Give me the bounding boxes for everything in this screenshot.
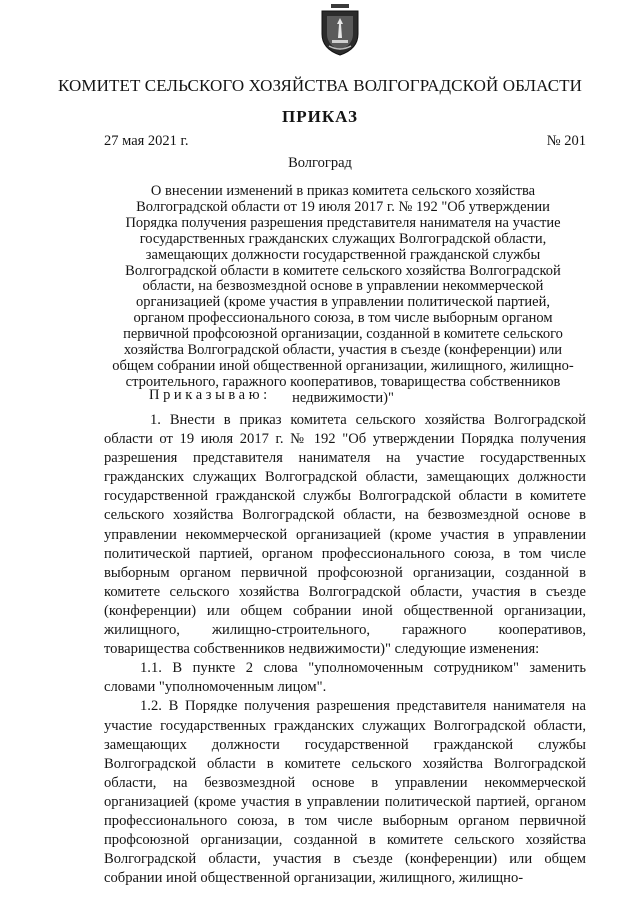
coat-of-arms-icon <box>319 4 361 56</box>
order-word: Приказываю: <box>149 387 271 403</box>
document-body <box>104 411 586 888</box>
document-date: 27 мая 2021 г. <box>104 133 189 149</box>
document-subject: О внесении изменений в приказ комитета сельского хозяйства Волгоградской области от 19 июля 2017 г. № 192 "Об утверждении Порядка получения разрешения представителя нанимателя на участие государственных гражданских служащих Волгоградской области, замещающих должности государственной гражданской службы Волгоградской области в комитете сельского хозяйства Волгоградской области, на безвозмездной основе в управлении некоммерческой организацией (кроме участия в управлении политической партией, органом профессионального союза, в том числе выборным органом первичной профсоюзной организации, созданной в комитете сельского хозяйства Волгоградской области, участия в съезде (конференции) или общем собрании иной общественной организации, жилищного, жилищно-строительного, гаражного кооперативов, товарищества собственников недвижимости)" <box>112 183 574 406</box>
document-number: № 201 <box>546 133 586 149</box>
city: Волгоград <box>288 155 352 171</box>
organization-name: КОМИТЕТ СЕЛЬСКОГО ХОЗЯЙСТВА ВОЛГОГРАДСКОЙ ОБЛАСТИ <box>57 76 582 95</box>
paragraph-1: 1. Внести в приказ комитета сельского хозяйства Волгоградской области от 19 июля 2017 г. № 192 "Об утверждении Порядка получения разрешения представителя нанимателя на участие государственных гражданских служащих Волгоградской области, замещающих должности государственной гражданской службы Волгоградской области в комитете сельского хозяйства Волгоградской области, на безвозмездной основе в управлении некоммерческой организацией (кроме участия в управлении политической партией, органом профессионального союза, в том числе выборным органом первичной профсоюзной организации, созданной в комитете сельского хозяйства Волгоградской области, участия в съезде (конференции) или общем собрании иной общественной организации, жилищного, жилищно-строительного, гаражного кооперативов, товарищества собственников недвижимости)" следующие изменения: <box>104 412 586 658</box>
paragraph-1-1: 1.1. В пункте 2 слова "уполномоченным сотрудником" заменить словами "уполномоченным лицом". <box>104 660 586 696</box>
paragraph-1-2: 1.2. В Порядке получения разрешения представителя нанимателя на участие государственных гражданских служащих Волгоградской области, замещающих должности государственной гражданской службы Волгоградской области в комитете сельского хозяйства Волгоградской области, на безвозмездной основе в управлении некоммерческой организацией (кроме участия в управлении политической партией, органом профессионального союза, в том числе выборным органом первичной профсоюзной организации, созданной в комитете сельского хозяйства Волгоградской области, участия в съезде (конференции) или общем собрании иной общественной организации, жилищного, жилищно- <box>104 698 586 887</box>
document-type: ПРИКАЗ <box>282 107 358 126</box>
